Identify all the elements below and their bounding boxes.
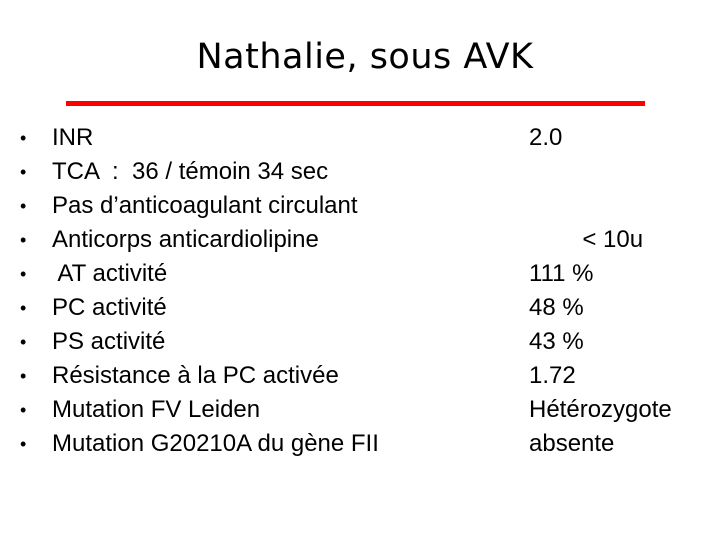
- test-value: 43 %: [529, 328, 584, 355]
- test-value: 2.0: [529, 124, 563, 151]
- list-item: [20, 121, 379, 155]
- lab-values-list: [529, 121, 672, 461]
- test-label: Mutation G20210A du gène FII: [52, 430, 379, 457]
- test-value: [529, 155, 672, 189]
- bullet-icon: •: [20, 264, 27, 284]
- bullet-icon: •: [20, 332, 27, 352]
- test-label: PS activité: [52, 328, 166, 355]
- test-value: 48 %: [529, 294, 584, 321]
- test-value: Hétérozygote: [529, 396, 672, 423]
- bullet-icon: •: [20, 230, 27, 250]
- list-item: [20, 291, 379, 325]
- list-item: [20, 257, 379, 291]
- test-label: INR: [52, 124, 94, 151]
- list-item: [20, 223, 379, 257]
- bullet-icon: •: [20, 196, 27, 216]
- bullet-icon: •: [20, 128, 27, 148]
- list-item: [20, 359, 379, 393]
- title-underline: [66, 101, 645, 106]
- test-value: absente: [529, 430, 615, 457]
- slide-title: Nathalie, sous AVK: [196, 37, 534, 77]
- list-item: [20, 393, 379, 427]
- test-label: AT activité: [52, 260, 168, 287]
- test-label: TCA : 36 / témoin 34 sec: [52, 158, 329, 185]
- test-value: 1.72: [529, 362, 576, 389]
- list-item: [20, 189, 379, 223]
- list-item: [20, 155, 379, 189]
- test-label: Mutation FV Leiden: [52, 396, 261, 423]
- test-value: [529, 189, 672, 223]
- test-value: < 10u: [529, 226, 644, 253]
- list-item: [20, 325, 379, 359]
- bullet-icon: •: [20, 434, 27, 454]
- bullet-icon: •: [20, 298, 27, 318]
- bullet-icon: •: [20, 366, 27, 386]
- test-label: PC activité: [52, 294, 167, 321]
- test-label: Anticorps anticardiolipine: [52, 226, 319, 253]
- bullet-icon: •: [20, 162, 27, 182]
- test-value: 111 %: [529, 260, 594, 287]
- list-item: [20, 427, 379, 461]
- bullet-icon: •: [20, 400, 27, 420]
- test-label: Pas d’anticoagulant circulant: [52, 192, 358, 219]
- test-label: Résistance à la PC activée: [52, 362, 339, 389]
- lab-results-list: [20, 121, 379, 461]
